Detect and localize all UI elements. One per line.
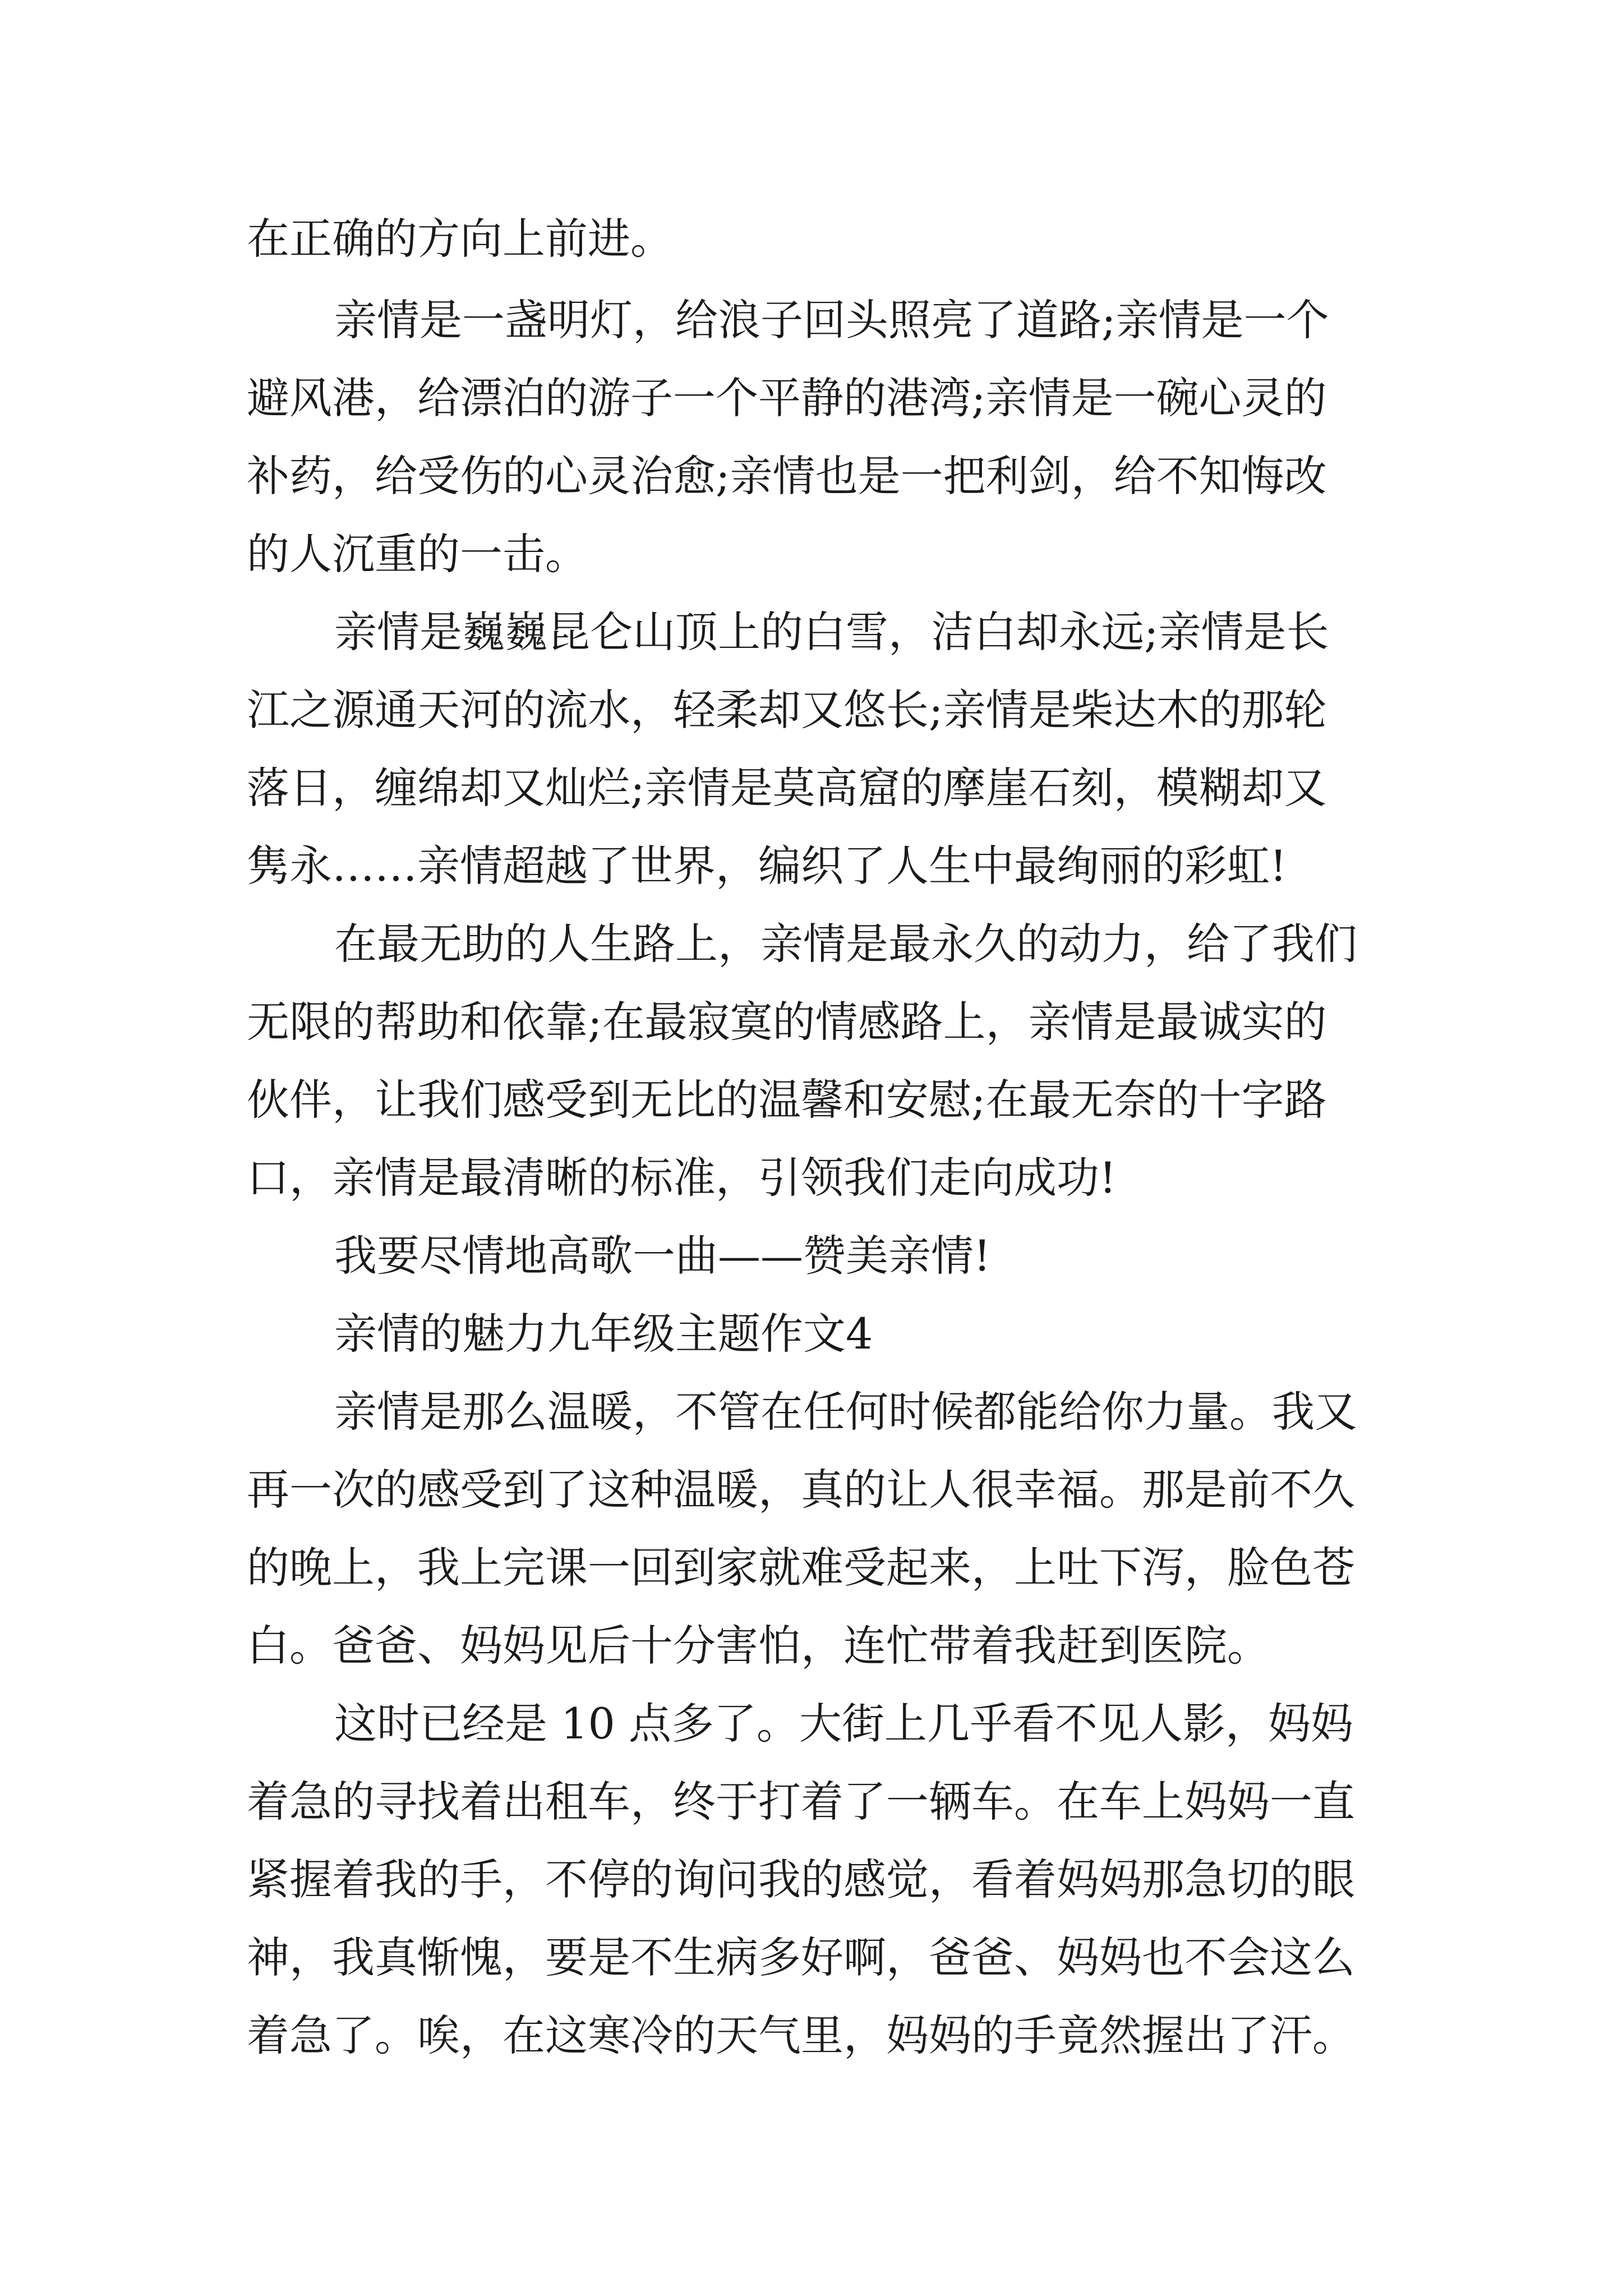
section-title: 亲情的魅力九年级主题作文4: [334, 1309, 873, 1359]
text-line: 在最无助的人生路上，亲情是最永久的动力，给了我们: [334, 919, 1357, 969]
text-line: 再一次的感受到了这种温暖，真的让人很幸福。那是前不久: [247, 1465, 1355, 1515]
text-line: 紧握着我的手，不停的询问我的感觉，看着妈妈那急切的眼: [247, 1855, 1355, 1904]
text-line: 着急的寻找着出租车，终于打着了一辆车。在车上妈妈一直: [247, 1777, 1355, 1826]
text-line: 伙伴，让我们感受到无比的温馨和安慰;在最无奈的十字路: [247, 1075, 1327, 1125]
text-line: 白。爸爸、妈妈见后十分害怕，连忙带着我赶到医院。: [247, 1621, 1270, 1671]
text-line: 神，我真惭愧，要是不生病多好啊，爸爸、妈妈也不会这么: [247, 1932, 1355, 1982]
text-line: 口，亲情是最清晰的标准，引领我们走向成功!: [247, 1153, 1117, 1203]
text-line: 亲情是巍巍昆仑山顶上的白雪，洁白却永远;亲情是长: [334, 607, 1329, 657]
text-line: 我要尽情地高歌一曲——赞美亲情!: [334, 1231, 991, 1281]
text-line: 亲情是一盏明灯，给浪子回头照亮了道路;亲情是一个: [334, 295, 1329, 345]
text-line: 补药，给受伤的心灵治愈;亲情也是一把利剑，给不知悔改: [247, 451, 1327, 501]
text-line: 隽永……亲情超越了世界，编织了人生中最绚丽的彩虹!: [247, 841, 1287, 891]
text-line: 着急了。唉，在这寒冷的天气里，妈妈的手竟然握出了汗。: [247, 2010, 1355, 2060]
text-line: 的晚上，我上完课一回到家就难受起来，上吐下泻，脸色苍: [247, 1543, 1355, 1593]
text-line: 江之源通天河的流水，轻柔却又悠长;亲情是柴达木的那轮: [247, 685, 1327, 735]
text-line: 亲情是那么温暖，不管在任何时候都能给你力量。我又: [334, 1387, 1357, 1437]
text-line: 这时已经是 10 点多了。大街上几乎看不见人影，妈妈: [334, 1699, 1354, 1749]
text-line: 的人沉重的一击。: [247, 529, 588, 579]
text-line: 落日，缠绵却又灿烂;亲情是莫高窟的摩崖石刻，模糊却又: [247, 763, 1327, 813]
text-line: 在正确的方向上前进。: [247, 214, 673, 264]
text-line: 无限的帮助和依靠;在最寂寞的情感路上，亲情是最诚实的: [247, 997, 1327, 1047]
text-line: 避风港，给漂泊的游子一个平静的港湾;亲情是一碗心灵的: [247, 373, 1327, 423]
